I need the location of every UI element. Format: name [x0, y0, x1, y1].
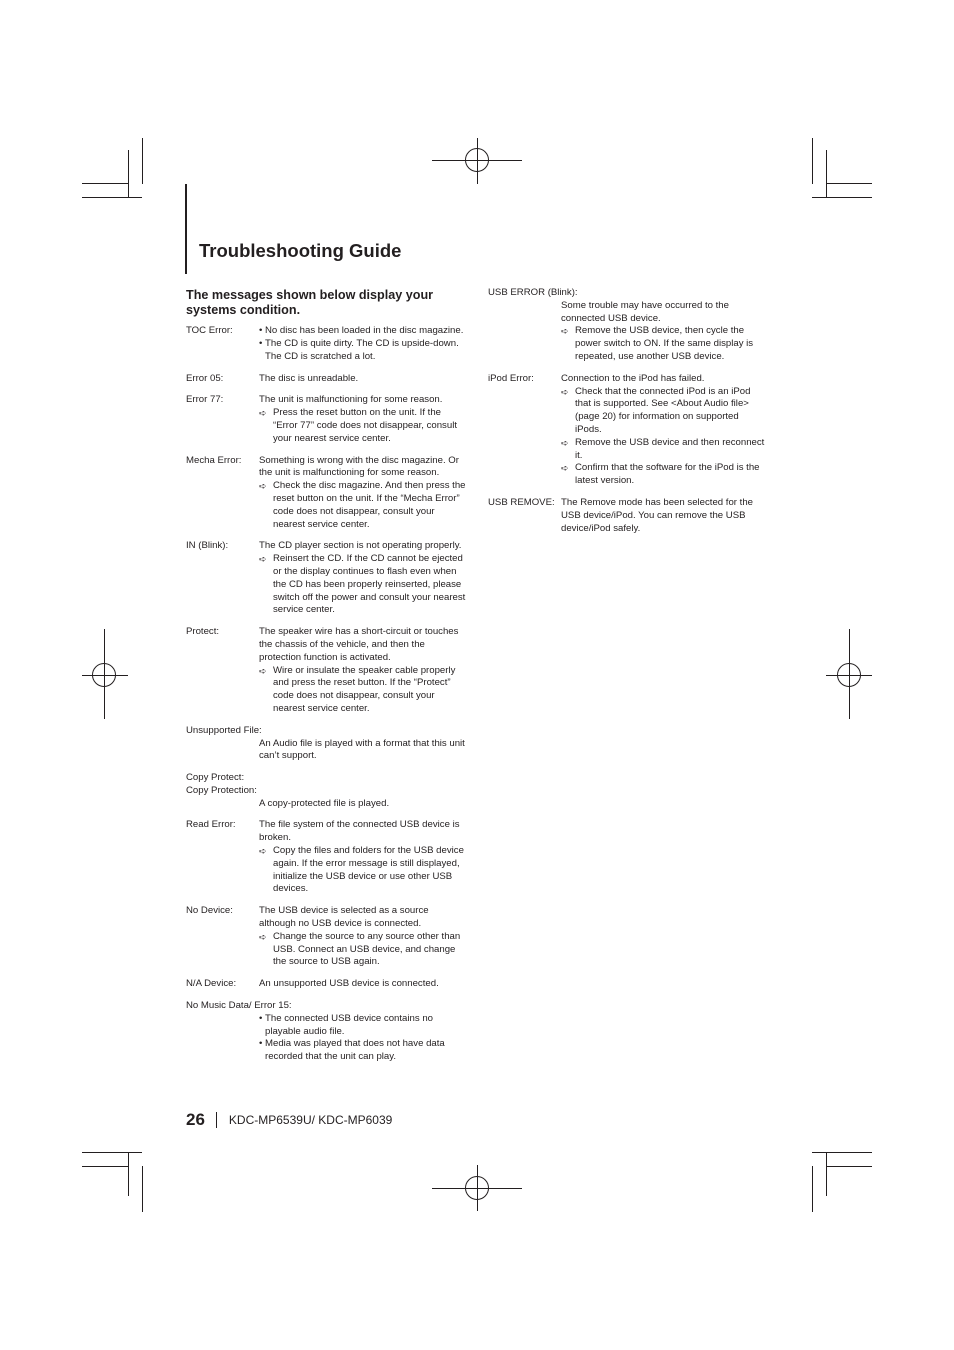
footer-divider	[216, 1112, 217, 1128]
entry-na-device	[186, 978, 468, 991]
entry-label: TOC Error:	[186, 325, 233, 337]
entry-description: The CD player section is not operating properly.	[259, 540, 462, 552]
right-column	[488, 287, 768, 544]
arrow-right-icon: ➪	[259, 846, 267, 857]
entry-label: No Music Data/ Error 15:	[186, 1000, 292, 1012]
entry-label: IN (Blink):	[186, 540, 229, 552]
arrow-right-icon: ➪	[259, 481, 267, 492]
entry-label: Protect:	[186, 626, 220, 638]
arrow-right-icon: ➪	[561, 463, 569, 474]
entry-error-05	[186, 373, 468, 386]
entry-protect	[186, 626, 468, 716]
entry-description: A copy-protected file is played.	[259, 797, 390, 809]
bullet-item: • Media was played that does not have data recorded that the unit can play.	[259, 1038, 468, 1064]
entry-toc-error	[186, 325, 468, 363]
arrow-right-icon: ➪	[259, 931, 267, 942]
remedy-text: Remove the USB device and then reconnect it.	[575, 436, 765, 461]
remedy-text: Remove the USB device, then cycle the power switch to ON. If the same display is repeated, use another USB device.	[575, 325, 754, 362]
entry-label: Error 05:	[186, 372, 224, 384]
remedy-text: Wire or insulate the speaker cable properly and press the reset button. If the “Protect” code does not disappear, consult your nearest service center.	[273, 664, 456, 714]
entry-in-blink	[186, 540, 468, 617]
entry-usb-error	[488, 287, 768, 364]
left-column	[186, 288, 468, 1073]
entry-label: N/A Device:	[186, 978, 237, 990]
entry-description: Connection to the iPod has failed.	[561, 372, 705, 384]
remedy-text: Reinsert the CD. If the CD cannot be ejected or the display continues to flash even when the CD has been properly reinserted, please switch off the power and consult your nearest service center.	[273, 553, 466, 616]
remedy-text: Copy the files and folders for the USB device again. If the error message is still displayed, initialize the USB device or use other USB devices.	[273, 845, 464, 895]
arrow-right-icon: ➪	[259, 554, 267, 565]
remedy-text: Check the disc magazine. And then press the reset button on the unit. If the “Mecha Error” code does not disappear, consult your nearest service center.	[273, 480, 466, 530]
entry-label: Unsupported File:	[186, 724, 262, 736]
entry-description: The file system of the connected USB device is broken.	[259, 819, 460, 844]
model-number: KDC-MP6539U/ KDC-MP6039	[228, 1113, 393, 1127]
entry-description: The disc is unreadable.	[259, 372, 359, 384]
page-number: 26	[186, 1110, 205, 1129]
section-subheading: The messages shown below display your systems condition.	[186, 288, 434, 317]
entry-label: Copy Protection:	[186, 784, 257, 796]
entry-description: The USB device is selected as a source although no USB device is connected.	[259, 905, 429, 930]
entry-description: The speaker wire has a short-circuit or touches the chassis of the vehicle, and then the protection function is activated.	[259, 626, 459, 663]
bullet-item: • The CD is quite dirty. The CD is upside-down. The CD is scratched a lot.	[259, 338, 468, 364]
entry-copy-protect	[186, 772, 468, 810]
bullet-item: • The connected USB device contains no playable audio file.	[259, 1013, 468, 1039]
entry-no-music-data	[186, 1000, 468, 1064]
remedy-text: Press the reset button on the unit. If the “Error 77” code does not disappear, consult your nearest service center.	[273, 407, 457, 444]
bullet-item: • No disc has been loaded in the disc magazine.	[259, 325, 468, 338]
entry-error-77	[186, 394, 468, 445]
entry-ipod-error	[488, 373, 768, 488]
entry-unsupported-file	[186, 725, 468, 763]
arrow-right-icon: ➪	[259, 665, 267, 676]
entry-label: USB ERROR (Blink):	[488, 287, 578, 298]
entry-description: The Remove mode has been selected for the USB device/iPod. You can remove the USB device/iPod safely.	[561, 496, 753, 534]
remedy-text: Check that the connected iPod is an iPod that is supported. See <About Audio file> (page 20) for information on supported iPods.	[575, 385, 751, 435]
entry-label: Read Error:	[186, 819, 236, 831]
entry-description: The unit is malfunctioning for some reason.	[259, 394, 443, 406]
entry-label: Mecha Error:	[186, 454, 242, 466]
remedy-text: Change the source to any source other than USB. Connect an USB device, and change the source to USB again.	[273, 930, 461, 968]
entry-label: Copy Protect:	[186, 772, 245, 784]
arrow-right-icon: ➪	[561, 326, 569, 337]
entry-label: No Device:	[186, 905, 233, 917]
arrow-right-icon: ➪	[561, 386, 569, 397]
remedy-text: Confirm that the software for the iPod is the latest version.	[575, 462, 760, 487]
title-accent-bar	[185, 184, 187, 274]
entry-description: Some trouble may have occurred to the connected USB device.	[561, 299, 729, 324]
entry-description: An Audio file is played with a format that this unit can’t support.	[259, 737, 465, 762]
entry-mecha-error	[186, 455, 468, 532]
entry-read-error	[186, 819, 468, 896]
entry-no-device	[186, 905, 468, 969]
entry-usb-remove	[488, 497, 768, 535]
arrow-right-icon: ➪	[561, 437, 569, 448]
entry-label: iPod Error:	[488, 372, 534, 384]
page-title: Troubleshooting Guide	[199, 240, 402, 261]
entry-description: Something is wrong with the disc magazine. Or the unit is malfunctioning for some reason.	[259, 454, 459, 479]
entry-label: USB REMOVE:	[488, 496, 555, 508]
page-footer	[186, 1110, 392, 1130]
entry-description: An unsupported USB device is connected.	[259, 978, 439, 990]
arrow-right-icon: ➪	[259, 408, 267, 419]
entry-label: Error 77:	[186, 394, 224, 406]
